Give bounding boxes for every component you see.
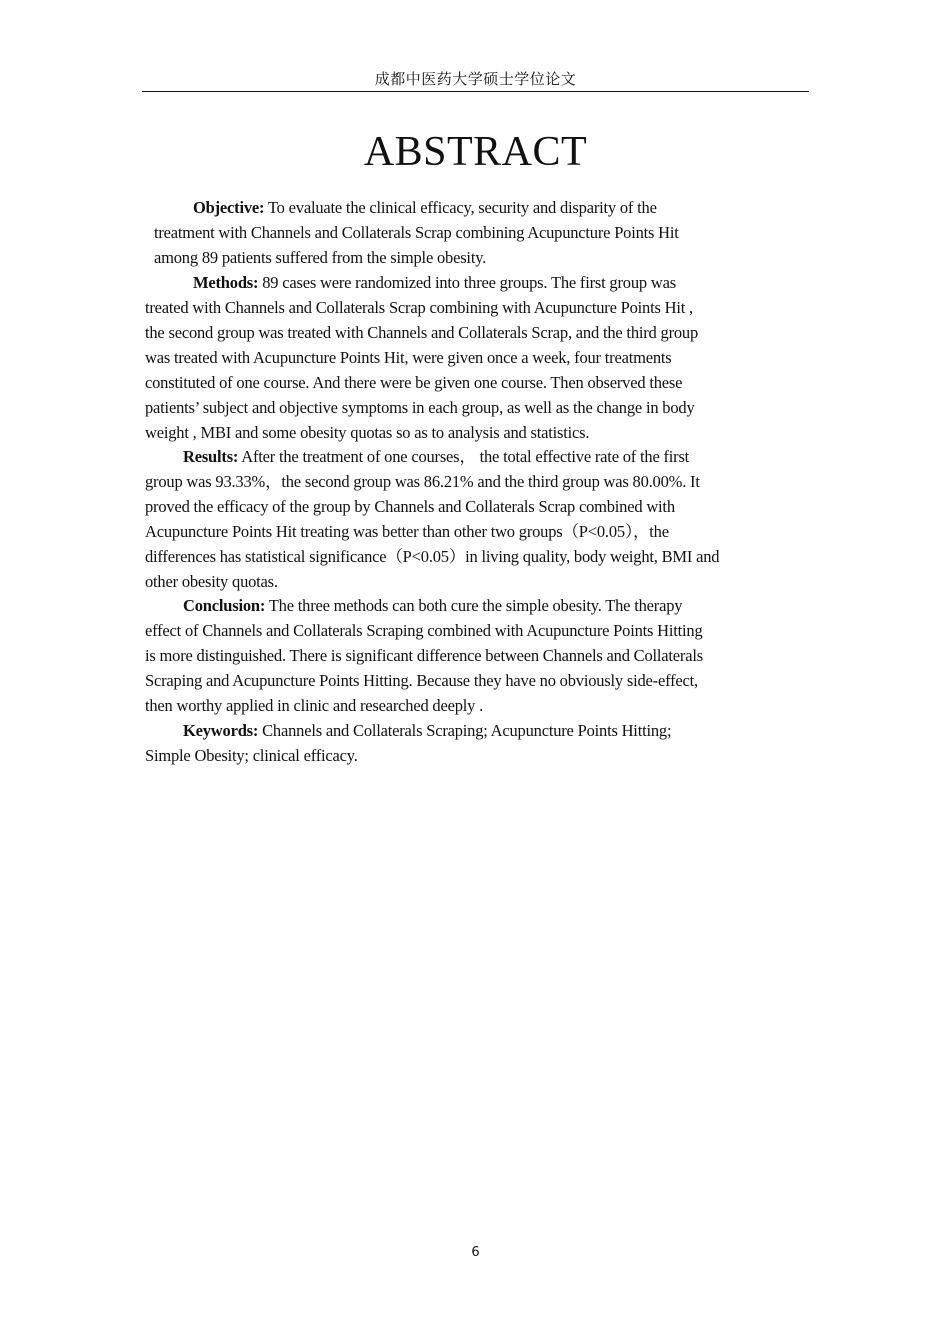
results-label: Results:	[183, 447, 239, 466]
results-line-5: differences has statistical significance（P<0.05）in living quality, body weight, BMI and	[145, 547, 720, 566]
methods-line-1: Methods: 89 cases were randomized into three groups. The first group was	[193, 273, 676, 292]
conclusion-line-2: effect of Channels and Collaterals Scraping combined with Acupuncture Points Hitting	[145, 621, 703, 640]
results-line-3: proved the efficacy of the group by Channels and Collaterals Scrap combined with	[145, 497, 675, 516]
methods-line-7: weight , MBI and some obesity quotas so as to analysis and statistics.	[145, 423, 590, 442]
keywords-label: Keywords:	[183, 721, 259, 740]
running-header: 成都中医药大学硕士学位论文	[374, 70, 577, 88]
keywords-line-1: Keywords: Channels and Collaterals Scraping; Acupuncture Points Hitting;	[183, 721, 672, 740]
page-number: 6	[471, 1245, 480, 1260]
objective-line-2: treatment with Channels and Collaterals Scrap combining Acupuncture Points Hit	[154, 223, 679, 242]
methods-line-6: patients’ subject and objective symptoms in each group, as well as the change in body	[145, 398, 695, 417]
results-line-2: group was 93.33%，the second group was 86.21% and the third group was 80.00%. It	[145, 472, 700, 491]
methods-line-2: treated with Channels and Collaterals Scrap combining with Acupuncture Points Hit ,	[145, 298, 693, 317]
objective-line-1: Objective: To evaluate the clinical efficacy, security and disparity of the	[193, 198, 657, 217]
objective-line-3: among 89 patients suffered from the simple obesity.	[154, 248, 487, 267]
methods-line-3: the second group was treated with Channels and Collaterals Scrap, and the third group	[145, 323, 699, 342]
results-line-4: Acupuncture Points Hit treating was better than other two groups（P<0.05），the	[145, 522, 669, 541]
conclusion-line-4: Scraping and Acupuncture Points Hitting. Because they have no obviously side-effect,	[145, 671, 698, 690]
conclusion-line-5: then worthy applied in clinic and researched deeply .	[145, 696, 484, 715]
abstract-title: ABSTRACT	[363, 129, 588, 175]
keywords-line-2: Simple Obesity; clinical efficacy.	[145, 746, 358, 765]
conclusion-line-1: Conclusion: The three methods can both cure the simple obesity. The therapy	[183, 596, 683, 615]
conclusion-line-3: is more distinguished. There is significant difference between Channels and Collaterals	[145, 646, 703, 665]
objective-label: Objective:	[193, 198, 265, 217]
conclusion-label: Conclusion:	[183, 596, 266, 615]
methods-label: Methods:	[193, 273, 259, 292]
methods-line-4: was treated with Acupuncture Points Hit, were given once a week, four treatments	[145, 348, 672, 367]
results-line-1: Results: After the treatment of one courses， the total effective rate of the first	[183, 447, 690, 466]
header-rule	[142, 91, 809, 92]
methods-line-5: constituted of one course. And there were be given one course. Then observed these	[145, 373, 683, 392]
results-line-6: other obesity quotas.	[145, 572, 278, 591]
